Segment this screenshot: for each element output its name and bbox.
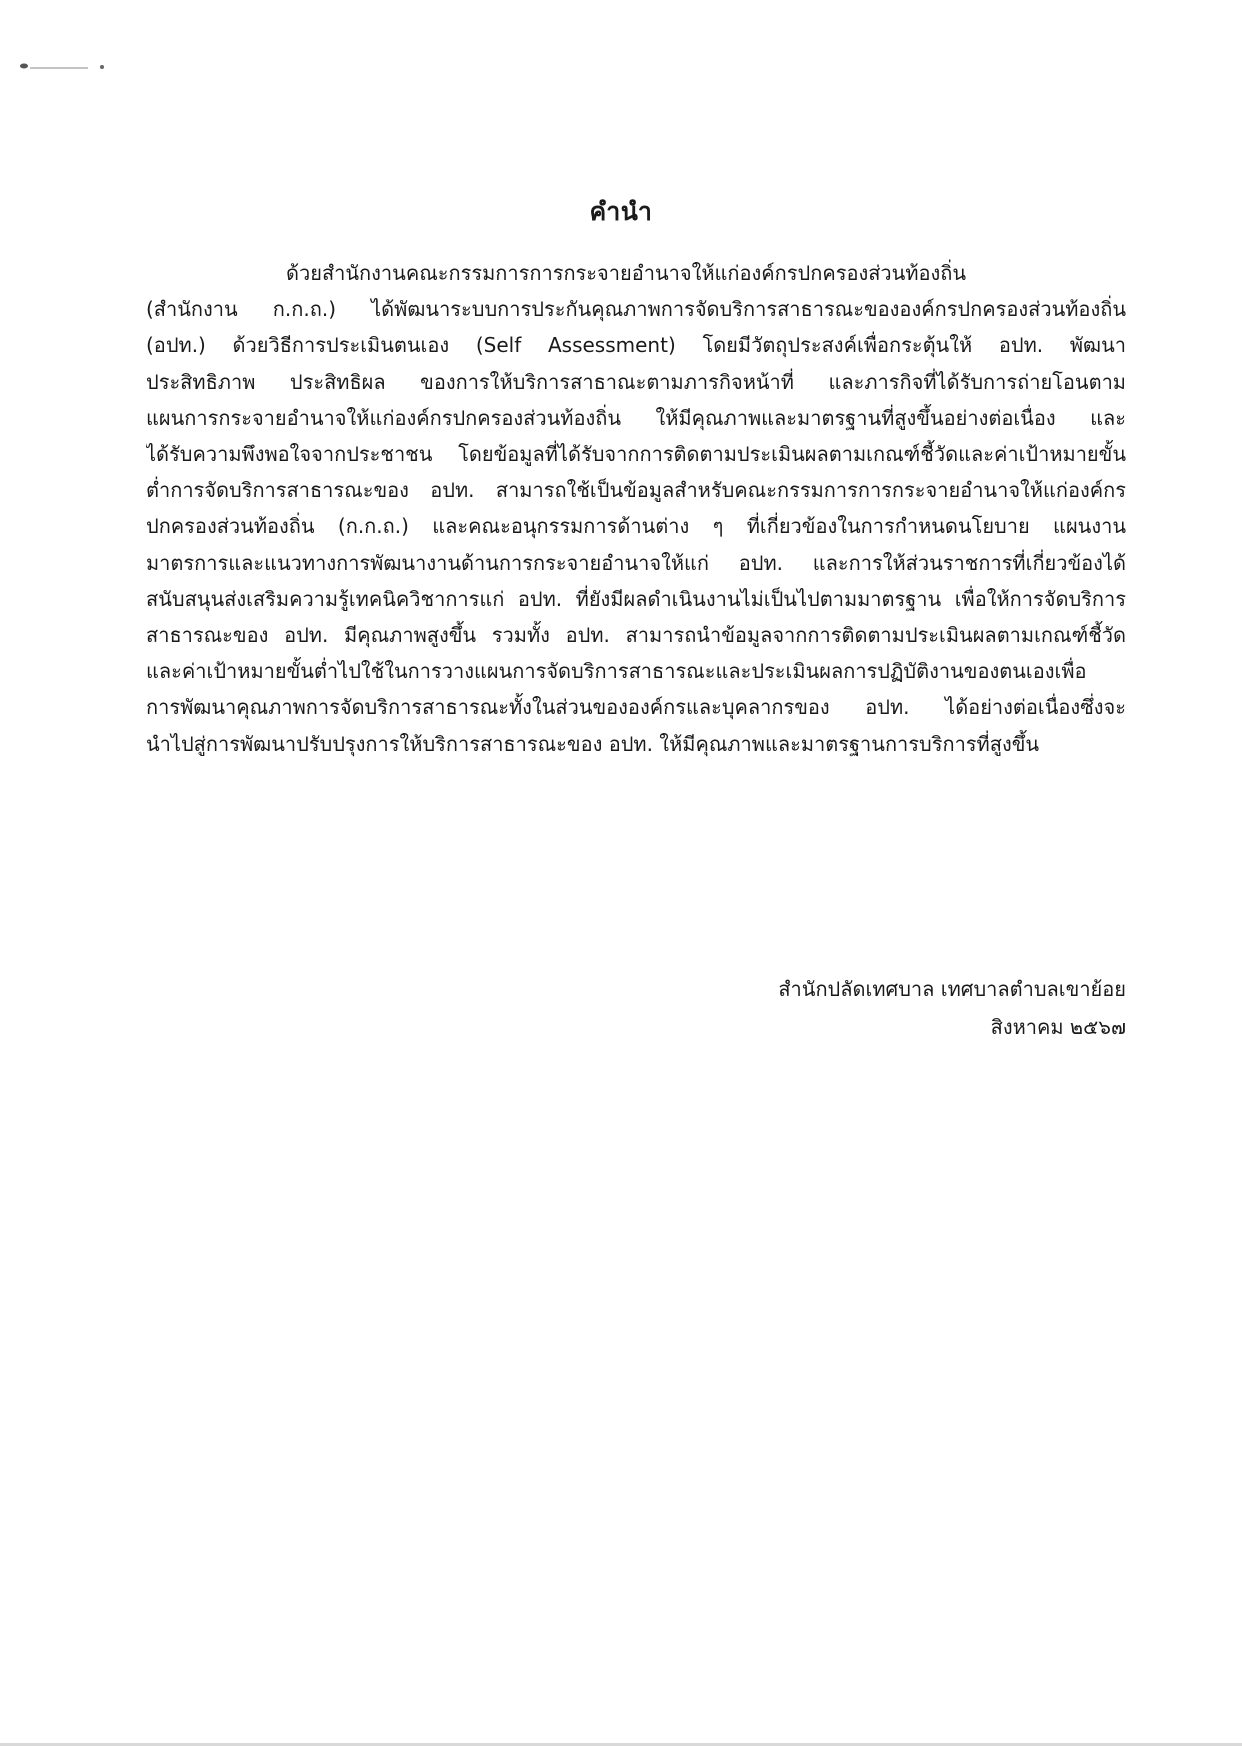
body-line: สาธารณะของ อปท. มีคุณภาพสูงขึ้น รวมทั้ง อปท. สามารถนำข้อมูลจากการติดตามประเมินผลตามเกณฑ์ชี้วัด — [146, 623, 1126, 648]
body-line: และค่าเป้าหมายขั้นต่ำไปใช้ในการวางแผนการจัดบริการสาธารณะและประเมินผลการปฏิบัติงานของตนเองเพื่อ — [146, 659, 1087, 684]
body-line: ปกครองส่วนท้องถิ่น (ก.ก.ถ.) และคณะอนุกรรมการด้านต่าง ๆ ที่เกี่ยวข้องในการกำหนดนโยบาย แผนงาน — [146, 514, 1126, 539]
signature-date: สิงหาคม ๒๕๖๗ — [990, 1015, 1126, 1039]
body-line: แผนการกระจายอำนาจให้แก่องค์กรปกครองส่วนท้องถิ่น ให้มีคุณภาพและมาตรฐานที่สูงขึ้นอย่างต่อเนื่อง และ — [146, 405, 1126, 430]
body-line: นำไปสู่การพัฒนาปรับปรุงการให้บริการสาธารณะของ อปท. ให้มีคุณภาพและมาตรฐานการบริการที่สูงขึ้น — [146, 731, 1040, 756]
page-title: คำนำ — [589, 197, 653, 226]
body-line: ได้รับความพึงพอใจจากประชาชน โดยข้อมูลที่ได้รับจากการติดตามประเมินผลตามเกณฑ์ชี้วัดและค่าเป้าหมายขั้น — [146, 442, 1126, 467]
preface-body — [146, 255, 1126, 762]
signature-office: สำนักปลัดเทศบาล เทศบาลตำบลเขาย้อย — [778, 977, 1126, 1001]
body-line: สนับสนุนส่งเสริมความรู้เทคนิควิชาการแก่ อปท. ที่ยังมีผลดำเนินงานไม่เป็นไปตามมาตรฐาน เพื่อให้การจัดบริการ — [146, 586, 1126, 611]
body-line: ประสิทธิภาพ ประสิทธิผล ของการให้บริการสาธาณะตามภารกิจหน้าที่ และภารกิจที่ได้รับการถ่ายโอนตาม — [146, 369, 1126, 394]
body-line: มาตรการและแนวทางการพัฒนางานด้านการกระจายอำนาจให้แก่ อปท. และการให้ส่วนราชการที่เกี่ยวข้องได้ — [146, 550, 1126, 575]
scan-artifact-mark — [18, 58, 108, 70]
body-line: (อปท.) ด้วยวิธีการประเมินตนเอง (Self Assessment) โดยมีวัตถุประสงค์เพื่อกระตุ้นให้ อปท. พัฒนา — [146, 333, 1126, 358]
body-line: ต่ำการจัดบริการสาธารณะของ อปท. สามารถใช้เป็นข้อมูลสำหรับคณะกรรมการการกระจายอำนาจให้แก่องค์กร — [146, 478, 1126, 503]
body-line: ด้วยสำนักงานคณะกรรมการการกระจายอำนาจให้แก่องค์กรปกครองส่วนท้องถิ่น — [286, 261, 967, 285]
body-line: การพัฒนาคุณภาพการจัดบริการสาธารณะทั้งในส่วนขององค์กรและบุคลากรของ อปท. ได้อย่างต่อเนื่องซึ่งจะ — [146, 695, 1126, 720]
signature-block — [778, 970, 1126, 1046]
body-line: (สำนักงาน ก.ก.ถ.) ได้พัฒนาระบบการประกันคุณภาพการจัดบริการสาธารณะขององค์กรปกครองส่วนท้องถิ่น — [146, 297, 1126, 322]
